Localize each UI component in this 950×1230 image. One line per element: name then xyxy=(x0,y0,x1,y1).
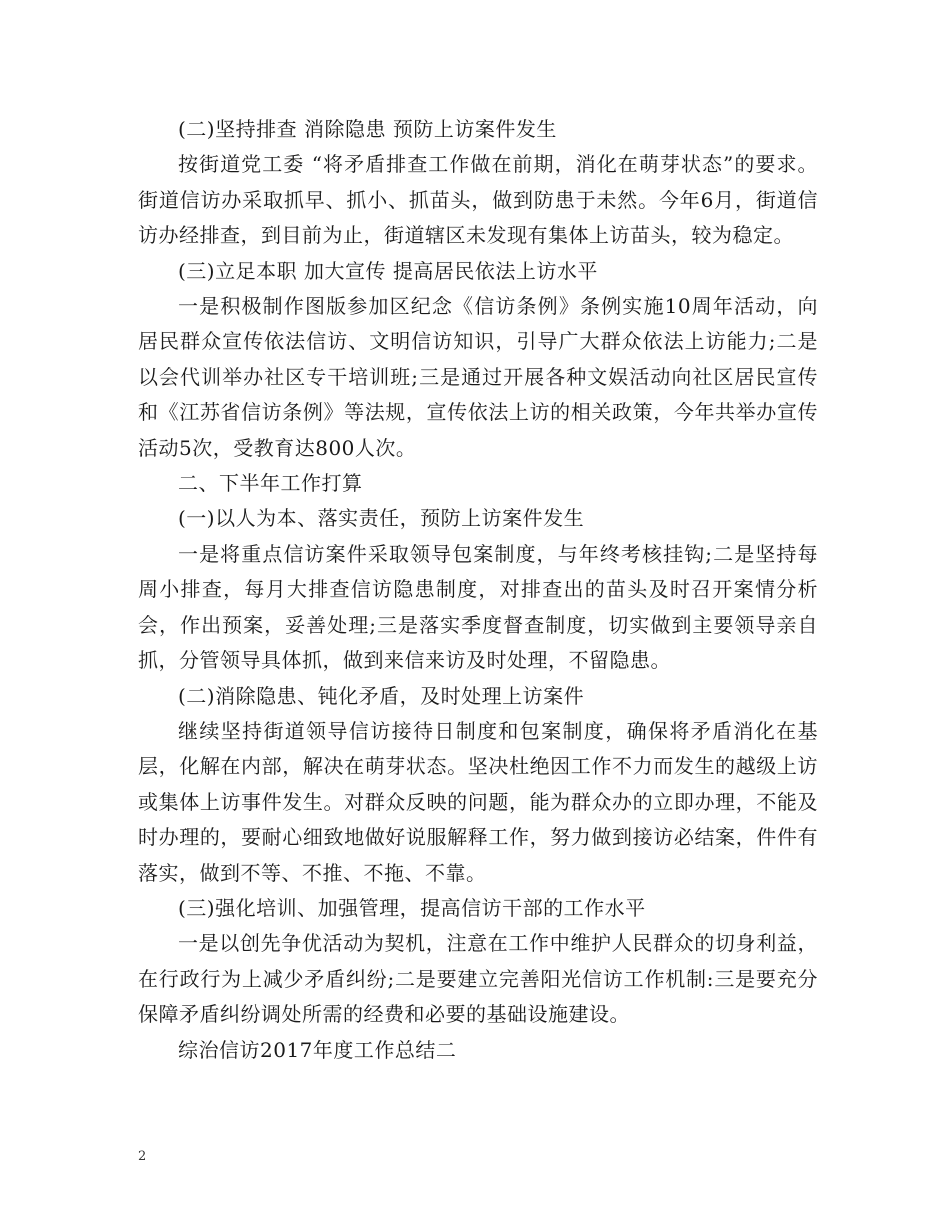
paragraph-responsibility-details: 一是将重点信访案件采取领导包案制度，与年终考核挂钩;二是坚持每周小排查，每月大排查信访隐患制度，对排查出的苗头及时召开案情分析会，作出预案，妥善处理;三是落实季度督查制度，切实做到主要领导亲自抓，分管领导具体抓，做到来信来访及时处理，不留隐患。 xyxy=(138,541,818,673)
paragraph-publicity-details: 一是积极制作图版参加区纪念《信访条例》条例实施10周年活动，向居民群众宣传依法信访、文明信访知识，引导广大群众依法上访能力;二是以会代训举办社区专干培训班;三是通过开展各种文娱活动向社区居民宣传和《江苏省信访条例》等法规，宣传依法上访的相关政策，今年共举办宣传活动5次，受教育达800人次。 xyxy=(138,294,818,460)
page-number: 2 xyxy=(138,1149,147,1164)
section-heading-investigation: (二)坚持排查 消除隐患 预防上访案件发生 xyxy=(178,117,557,141)
paragraph-eliminate-hazards-details: 继续坚持街道领导信访接待日制度和包案制度，确保将矛盾消化在基层，化解在内部，解决在萌芽状态。坚决杜绝因工作不力而发生的越级上访或集体上访事件发生。对群众反映的问题，能为群众办的立即办理，不能及时办理的，要耐心细致地做好说服解释工作，努力做到接访必结案，件件有落实，做到不等、不推、不拖、不靠。 xyxy=(138,718,818,885)
paragraph-investigation-details: 按街道党工委 “将矛盾排查工作做在前期，消化在萌芽状态”的要求。街道信访办采取抓早、抓小、抓苗头，做到防患于未然。今年6月，街道信访办经排查，到目前为止，街道辖区未发现有集体上访苗头，较为稳定。 xyxy=(138,152,818,248)
document-body xyxy=(138,112,818,1068)
next-document-title: 综治信访2017年度工作总结二 xyxy=(178,1037,457,1062)
section-heading-publicity: (三)立足本职 加大宣传 提高居民依法上访水平 xyxy=(178,258,598,283)
section-heading-second-half-plan: 二、下半年工作打算 xyxy=(178,471,363,496)
subsection-heading-responsibility: (一)以人为本、落实责任，预防上访案件发生 xyxy=(178,506,585,531)
subsection-heading-eliminate-hazards: (二)消除隐患、钝化矛盾，及时处理上访案件 xyxy=(178,683,585,708)
paragraph-training-details: 一是以创先争优活动为契机，注意在工作中维护人民群众的切身利益，在行政行为上减少矛盾纠纷;二是要建立完善阳光信访工作机制:三是要充分保障矛盾纠纷调处所需的经费和必要的基础设施建设。 xyxy=(138,931,818,1027)
subsection-heading-training: (三)强化培训、加强管理，提高信访干部的工作水平 xyxy=(178,895,646,920)
